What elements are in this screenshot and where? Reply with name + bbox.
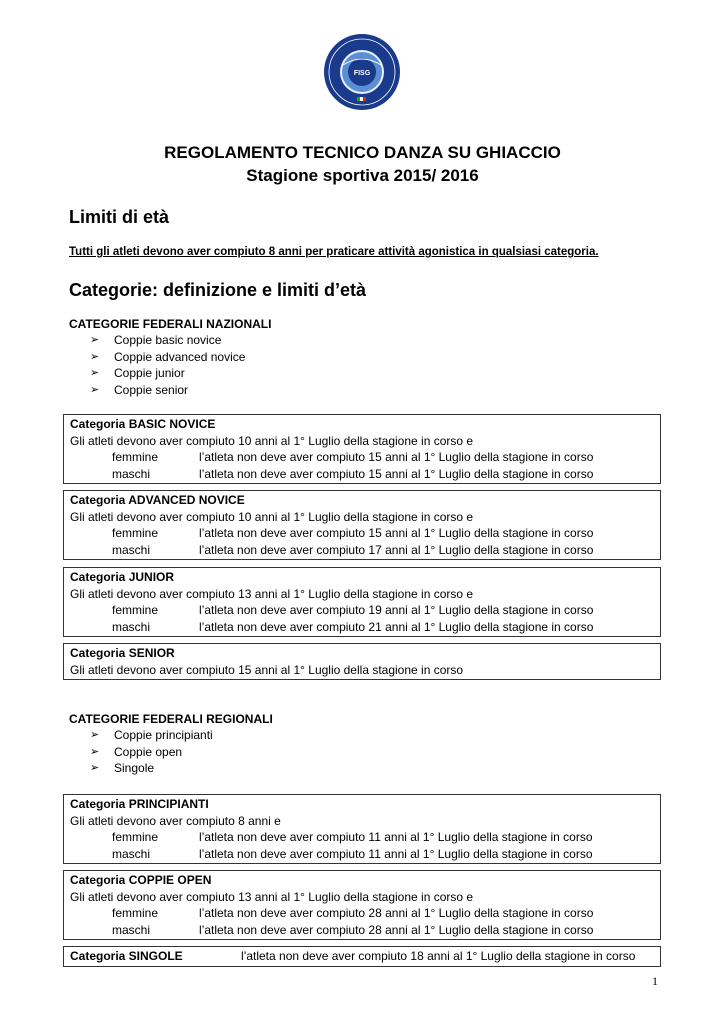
arrow-bullet-icon: ➢ bbox=[90, 334, 100, 346]
box-junior: Categoria JUNIOR Gli atleti devono aver compiuto 13 anni al 1° Luglio della stagione in corso e femmine l’atleta non deve aver compiuto 19 anni al 1° Luglio della stagione in corso maschi l’atleta non deve aver compiuto 21 anni al 1° Luglio della stagione in corso bbox=[63, 567, 661, 637]
arrow-bullet-icon: ➢ bbox=[90, 745, 100, 758]
heading-categorie: Categorie: definizione e limiti d’età bbox=[69, 280, 367, 300]
category-name: ADVANCED NOVICE bbox=[128, 493, 245, 507]
box-senior: Categoria SENIOR Gli atleti devono aver compiuto 15 anni al 1° Luglio della stagione in corso bbox=[63, 643, 661, 680]
category-name: PRINCIPIANTI bbox=[128, 797, 209, 811]
section-nazionali: CATEGORIE FEDERALI NAZIONALI bbox=[69, 317, 272, 331]
list-item: ➢ Coppie open bbox=[90, 744, 183, 759]
arrow-bullet-icon: ➢ bbox=[90, 729, 100, 741]
category-name: JUNIOR bbox=[128, 570, 175, 584]
age-note: Tutti gli atleti devono aver compiuto 8 anni per praticare attività agonistica in qualsiasi categoria. bbox=[69, 246, 599, 258]
category-name: SENIOR bbox=[128, 646, 175, 660]
category-name: Categoria SINGOLE bbox=[70, 949, 183, 963]
list-item: ➢ Coppie basic novice bbox=[90, 333, 222, 347]
arrow-bullet-icon: ➢ bbox=[90, 367, 100, 379]
arrow-bullet-icon: ➢ bbox=[90, 383, 100, 396]
category-name: BASIC NOVICE bbox=[128, 417, 216, 431]
heading-limiti: Limiti di età bbox=[69, 207, 170, 227]
list-item: ➢ Singole bbox=[90, 761, 155, 775]
logo-center-text: FISG bbox=[353, 70, 371, 77]
list-nazionali bbox=[90, 332, 245, 398]
arrow-bullet-icon: ➢ bbox=[90, 762, 100, 774]
page-number: 1 bbox=[652, 974, 658, 988]
fisg-logo bbox=[323, 33, 401, 111]
box-principianti: Categoria PRINCIPIANTI Gli atleti devono aver compiuto 8 anni e femmine l’atleta non deve aver compiuto 11 anni al 1° Luglio della stagione in corso maschi l’atleta non deve aver compiuto 11 anni al 1° Luglio della stagione in corso bbox=[63, 794, 661, 864]
list-item: ➢ Coppie principianti bbox=[90, 728, 213, 742]
document-subtitle: Stagione sportiva 2015/ 2016 bbox=[246, 166, 479, 185]
box-coppie-open: Categoria COPPIE OPEN Gli atleti devono aver compiuto 13 anni al 1° Luglio della stagione in corso e femmine l’atleta non deve aver compiuto 28 anni al 1° Luglio della stagione in corso maschi l’atleta non deve aver compiuto 28 anni al 1° Luglio della stagione in corso bbox=[63, 870, 661, 940]
box-singole: Categoria SINGOLE l’atleta non deve aver compiuto 18 anni al 1° Luglio della stagione in corso bbox=[63, 946, 661, 967]
section-regionali: CATEGORIE FEDERALI REGIONALI bbox=[69, 712, 273, 726]
box-basic-novice: Categoria BASIC NOVICE Gli atleti devono aver compiuto 10 anni al 1° Luglio della stagione in corso e femmine l’atleta non deve aver compiuto 15 anni al 1° Luglio della stagione in corso maschi l’atleta non deve aver compiuto 15 anni al 1° Luglio della stagione in corso bbox=[63, 414, 661, 484]
list-item: ➢ Coppie senior bbox=[90, 382, 189, 397]
document-title: REGOLAMENTO TECNICO DANZA SU GHIACCIO bbox=[164, 143, 561, 162]
box-advanced-novice: Categoria ADVANCED NOVICE Gli atleti devono aver compiuto 10 anni al 1° Luglio della stagione in corso e femmine l’atleta non deve aver compiuto 15 anni al 1° Luglio della stagione in corso maschi l’atleta non deve aver compiuto 17 anni al 1° Luglio della stagione in corso bbox=[63, 490, 661, 560]
arrow-bullet-icon: ➢ bbox=[90, 350, 100, 363]
list-regionali bbox=[90, 727, 213, 777]
list-item: ➢ Coppie advanced novice bbox=[90, 349, 246, 364]
category-name: COPPIE OPEN bbox=[128, 873, 212, 887]
list-item: ➢ Coppie junior bbox=[90, 366, 185, 380]
